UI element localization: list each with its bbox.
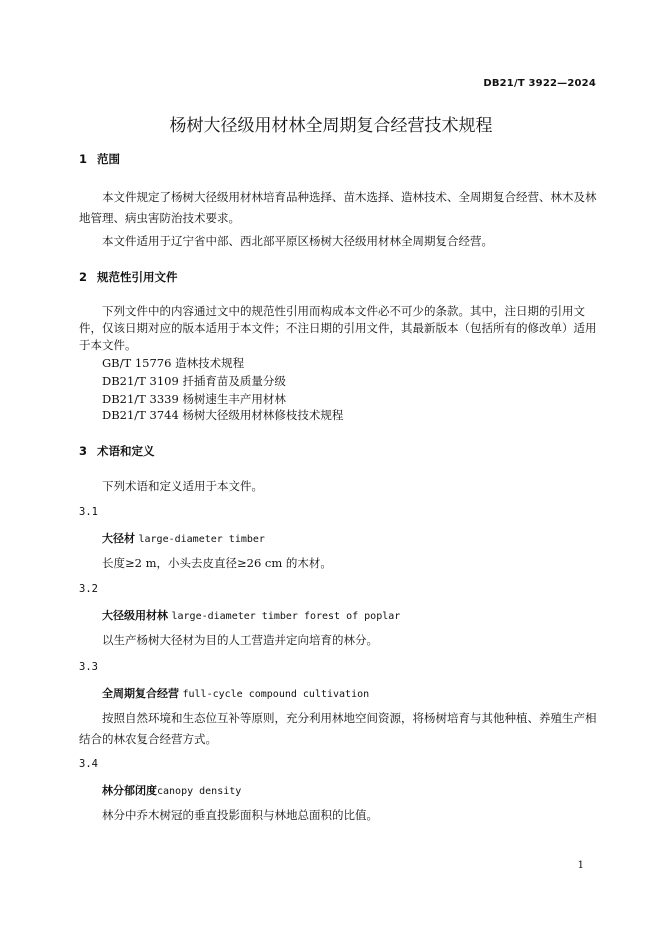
document-number: DB21/T 3922—2024 [483,78,596,89]
term-definition: 长度≥2 m，小头去皮直径≥26 cm 的木材。 [102,556,332,570]
reference-title: 造林技术规程 [175,356,245,370]
term-chinese: 大径级用材林 [102,609,168,622]
term-heading [102,530,265,546]
section-heading-normative-references [79,269,178,285]
reference-code: GB/T 15776 [102,356,172,370]
term-definition: 林分中乔木树冠的垂直投影面积与林地总面积的比值。 [102,808,378,822]
reference-item [102,354,244,372]
scope-paragraph-2: 本文件适用于辽宁省中部、西北部平原区杨树大径级用材林全周期复合经营。 [102,234,493,248]
term-english: full-cycle compound cultivation [182,689,370,700]
term-chinese: 大径材 [102,532,135,545]
term-definition: 以生产杨树大径材为目的人工营造并定向培育的林分。 [102,633,378,647]
section-title: 术语和定义 [97,444,155,458]
section-number: 2 [79,270,88,284]
scope-paragraph-1: 本文件规定了杨树大径级用材林培育品种选择、苗木选择、造林技术、全周期复合经营、林木及林地管理、病虫害防治技术要求。 [79,190,597,225]
section-heading-terms [79,443,155,459]
reference-item [102,406,343,424]
reference-title: 杨树速生丰产用材林 [182,392,286,406]
term-heading [102,782,241,798]
terms-intro-paragraph: 下列术语和定义适用于本文件。 [102,479,263,493]
section-number: 1 [79,152,88,166]
reference-item [102,372,286,390]
term-heading [102,685,369,701]
reference-code: DB21/T 3339 [102,392,179,406]
reference-code: DB21/T 3744 [102,408,179,422]
term-number: 3.2 [79,583,98,595]
reference-title: 杨树大径级用材林修枝技术规程 [182,408,344,422]
term-chinese: 全周期复合经营 [102,687,179,700]
section-title: 范围 [97,152,120,166]
page-number: 1 [577,860,584,871]
term-english: large-diameter timber forest of poplar [171,611,401,622]
term-number: 3.3 [79,661,98,673]
term-chinese: 林分郁闭度 [102,784,157,797]
term-number: 3.4 [79,758,98,770]
section-number: 3 [79,444,88,458]
term-number: 3.1 [79,506,98,518]
reference-title: 扦插育苗及质量分级 [182,374,286,388]
term-heading [102,607,400,623]
reference-code: DB21/T 3109 [102,374,179,388]
document-title: 杨树大径级用材林全周期复合经营技术规程 [169,116,493,136]
section-heading-scope [79,151,120,167]
section-title: 规范性引用文件 [97,270,178,284]
term-english: canopy density [157,786,242,797]
references-intro-paragraph: 下列文件中的内容通过文中的规范性引用而构成本文件必不可少的条款。其中，注日期的引用文件，仅该日期对应的版本适用于本文件；不注日期的引用文件，其最新版本（包括所有的修改单）适用于本文件。 [79,304,597,352]
term-definition: 按照自然环境和生态位互补等原则，充分利用林地空间资源，将杨树培育与其他种植、养殖生产相结合的林农复合经营方式。 [79,711,597,746]
term-english: large-diameter timber [138,534,265,545]
